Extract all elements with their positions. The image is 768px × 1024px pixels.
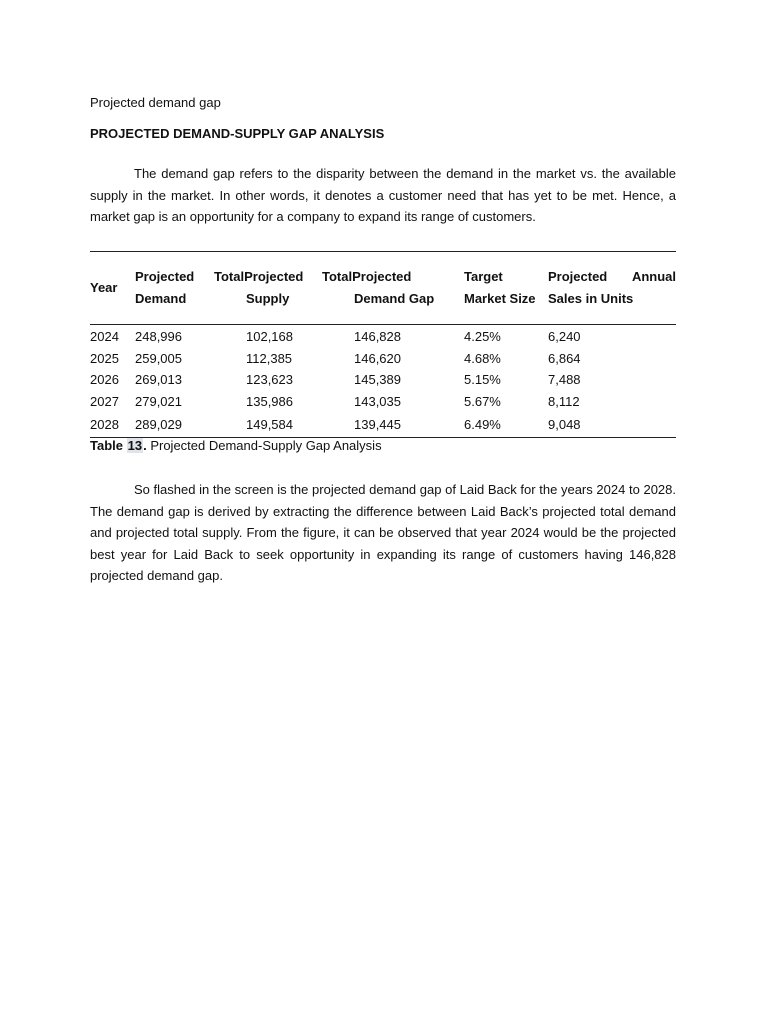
- cell-gap: 145,389: [354, 372, 401, 387]
- cell-demand: 289,029: [135, 412, 214, 438]
- table-row: [90, 369, 676, 391]
- table-caption: Table 13. Projected Demand-Supply Gap Analysis: [90, 438, 382, 453]
- header-total-projected-supply: TotalProjected Supply: [214, 252, 322, 325]
- cell-sales: 7,488: [548, 372, 581, 387]
- cell-gap: 146,620: [354, 350, 401, 366]
- demand-gap-table: [90, 251, 676, 438]
- cell-sales: 6,240: [548, 329, 581, 344]
- header-projected-demand: Projected Demand: [135, 252, 214, 325]
- intro-paragraph: The demand gap refers to the disparity between the demand in the market vs. the available supply in the market. In other words, it denotes a customer need that has yet to be met. Hence, a market gap is an opportunity for a company to expand its range of customers.: [90, 166, 676, 224]
- cell-demand: 248,996: [135, 329, 182, 344]
- table-row: [90, 325, 676, 348]
- cell-target: 4.25%: [464, 329, 501, 344]
- cell-demand: 269,013: [135, 372, 182, 387]
- cell-gap: 146,828: [354, 329, 401, 344]
- cell-year: 2024: [90, 329, 119, 344]
- section-heading: PROJECTED DEMAND-SUPPLY GAP ANALYSIS: [90, 126, 385, 141]
- cell-sales: 6,864: [548, 350, 581, 366]
- table-row: [90, 348, 676, 370]
- cell-year: 2028: [90, 412, 135, 438]
- table-header-row: [90, 252, 676, 325]
- cell-supply: 112,385: [246, 350, 293, 366]
- cell-demand: 279,021: [135, 393, 182, 409]
- cell-sales: 9,048: [548, 412, 676, 438]
- table-row: [90, 412, 676, 438]
- cell-target: 5.67%: [464, 393, 501, 409]
- analysis-paragraph: So flashed in the screen is the projected demand gap of Laid Back for the years 2024 to 2028. The demand gap is derived by extracting the difference between Laid Back’s projected total demand and projected total supply. From the figure, it can be observed that year 2024 would be the projected best year for Laid Back to seek opportunity in expanding its range of customers having 146,828 projected demand gap.: [90, 482, 676, 583]
- cell-gap: 143,035: [354, 393, 401, 409]
- header-year: Year: [90, 252, 135, 325]
- cell-supply: 135,986: [246, 393, 293, 409]
- table-row: [90, 391, 676, 413]
- header-total-projected-demand-gap: TotalProjected Demand Gap: [322, 252, 464, 325]
- caption-text: Projected Demand-Supply Gap Analysis: [146, 438, 382, 453]
- cell-supply: 102,168: [246, 329, 293, 344]
- cell-sales: 8,112: [548, 393, 580, 409]
- cell-supply: 123,623: [246, 372, 293, 387]
- cell-target: 6.49%: [464, 412, 548, 438]
- header-target-market-size: Target Market Size: [464, 252, 548, 325]
- header-projected-annual-sales: Projected Annual Sales in Units: [548, 252, 676, 325]
- cell-year: 2026: [90, 372, 119, 387]
- cell-supply: 149,584: [214, 412, 322, 438]
- cell-target: 5.15%: [464, 372, 501, 387]
- caption-label: Table 13: [90, 438, 143, 453]
- section-subtitle: Projected demand gap: [90, 95, 221, 110]
- cell-year: 2025: [90, 350, 119, 366]
- cell-target: 4.68%: [464, 350, 501, 366]
- caption-number: 13: [127, 438, 143, 453]
- cell-gap: 139,445: [322, 412, 464, 438]
- cell-demand: 259,005: [135, 350, 182, 366]
- cell-year: 2027: [90, 393, 119, 409]
